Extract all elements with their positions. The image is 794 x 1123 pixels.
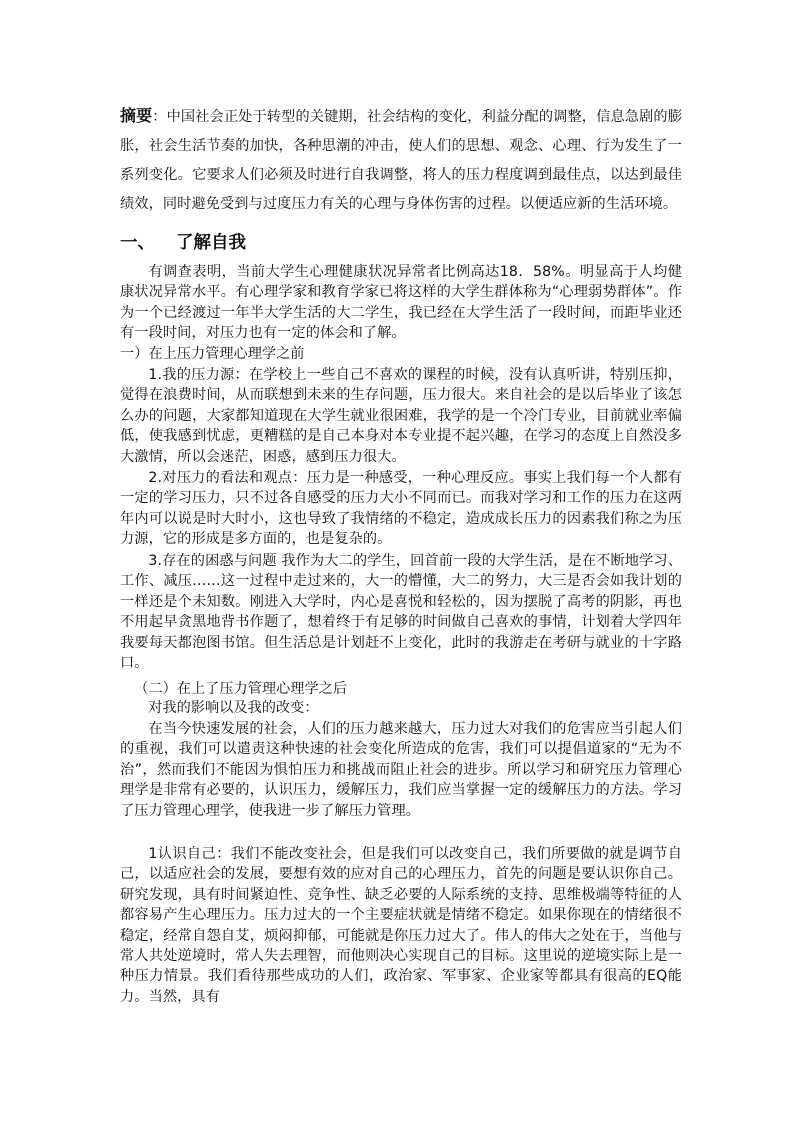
section-number: 一、: [120, 233, 155, 253]
confusion-paragraph: 3.存在的困惑与问题 我作为大二的学生，回首前一段的大学生活，是在不断地学习、工作、减压……这一过程中走过来的，大一的懵懂，大二的努力，大三是否会如我计划的一样还是个未知数。刚进入大学时，内心是喜悦和轻松的，因为摆脱了高考的阴影，再也不用起早贪黑地背书作题了，想着终于有足够的时间做自己喜欢的事情，计划着大学四年我要每天都泡图书馆。但生活总是计划赶不上变化，此时的我游走在考研与就业的十字路口。: [120, 553, 682, 672]
section-title: 了解自我: [176, 233, 246, 253]
impact-lead: 对我的影响以及我的改变：: [148, 700, 319, 716]
society-paragraph: 在当今快速发展的社会，人们的压力越来越大，压力过大对我们的危害应当引起人们的重视，我们可以遣责这种快速的社会变化所造成的危害，我们可以提倡道家的“无为不治”，然而我们不能因为惧怕压力和挑战而阻止社会的进步。所以学习和研究压力管理心理学是非常有必要的，认识压力，缓解压力，我们应当掌握一定的缓解压力的方法。学习了压力管理心理学，使我进一步了解压力管理。: [120, 721, 682, 819]
subsection-1-title: 一）在上压力管理心理学之前: [120, 346, 305, 362]
section-heading: [120, 230, 246, 256]
abstract-text: ：中国社会正处于转型的关键期，社会结构的变化，利益分配的调整，信息急剧的膨胀，社会生活节奏的加快，各种思潮的冲击，使人们的思想、观念、心理、行为发生了一系列变化。它要求人们必须及时进行自我调整，将人的压力程度调到最佳点，以达到最佳绩效，同时避免受到与过度压力有关的心理与身体伤害的过程。以便适应新的生活环境。: [120, 109, 683, 212]
abstract-label: 摘要: [120, 106, 153, 125]
abstract-paragraph: [120, 101, 682, 219]
know-yourself-paragraph: 1认识自己：我们不能改变社会，但是我们可以改变自己，我们所要做的就是调节自己，以适应社会的发展，要想有效的应对自己的心理压力，首先的问题是要认识你自己。研究发现，具有时间紧迫性、竞争性、缺乏必要的人际系统的支持、思维极端等特征的人都容易产生心理压力。压力过大的一个主要症状就是情绪不稳定。如果你现在的情绪很不稳定，经常自怨自艾，烦闷抑郁，可能就是你压力过大了。伟人的伟大之处在于，当他与常人共处逆境时，常人失去理智，而他则决心实现自己的目标。这里说的逆境实际上是一种压力情景。我们看待那些成功的人们，政治家、军事家、企业家等都具有很高的EQ能力。当然，具有: [120, 846, 682, 1005]
pressure-view-paragraph: 2.对压力的看法和观点：压力是一种感受，一种心理反应。事实上我们每一个人都有一定的学习压力，只不过各自感受的压力大小不同而已。而我对学习和工作的压力在这两年内可以说是时大时小，这也导致了我情绪的不稳定，造成成长压力的因素我们称之为压力源，它的形成是多方面的，也是复杂的。: [120, 470, 682, 548]
pressure-source-paragraph: 1.我的压力源：在学校上一些自己不喜欢的课程的时候，没有认真听讲，特别压抑，觉得在浪费时间，从而联想到未来的生存问题，压力很大。来自社会的是以后毕业了该怎么办的问题，大家都知道现在大学生就业很困难，我学的是一个冷门专业，目前就业率偏低，使我感到忧虑，更糟糕的是自己本身对本专业提不起兴趣，在学习的态度上自然没多大激情，所以会迷茫，困惑，感到压力很大。: [120, 367, 682, 465]
subsection-2-title: （二）在上了压力管理心理学之后: [134, 681, 348, 697]
section-intro-paragraph: 有调查表明，当前大学生心理健康状况异常者比例高达18．58%。明显高于人均健康状况异常水平。有心理学家和教育学家已将这样的大学生群体称为“心理弱势群体”。作为一个已经渡过一年半大学生活的大二学生，我已经在大学生活了一段时间，而距毕业还有一段时间，对压力也有一定的体会和了解。: [120, 264, 682, 342]
